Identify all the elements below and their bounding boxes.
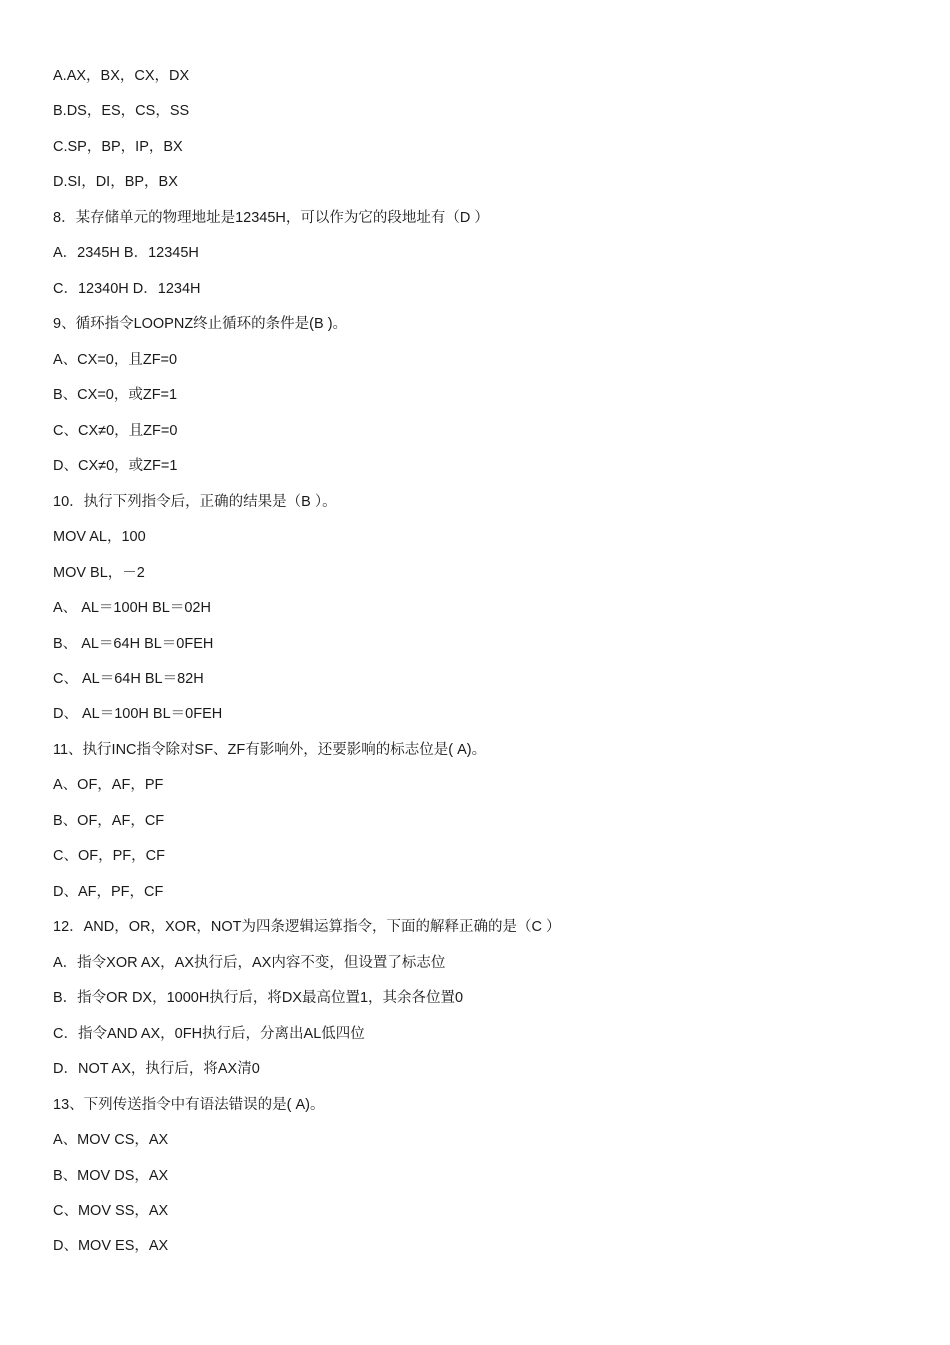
- option-line: A、OF，AF，PF: [53, 777, 164, 793]
- option-line: C、CX≠0，且ZF=0: [53, 423, 178, 439]
- option-line: A.AX，BX，CX，DX: [53, 68, 190, 84]
- option-line: C.SP，BP，IP，BX: [53, 139, 183, 155]
- option-line: B、 AL＝64H BL＝0FEH: [53, 636, 214, 652]
- option-line: A．2345H B．12345H: [53, 245, 199, 261]
- option-line: B．指令OR DX，1000H执行后，将DX最高位置1，其余各位置0: [53, 990, 464, 1006]
- option-line: B、CX=0，或ZF=1: [53, 387, 178, 403]
- option-line: D.SI，DI，BP，BX: [53, 174, 178, 190]
- option-line: B、MOV DS，AX: [53, 1168, 169, 1184]
- option-line: C、OF，PF，CF: [53, 848, 165, 864]
- option-line: B、OF，AF，CF: [53, 813, 165, 829]
- question-13: 13、下列传送指令中有语法错误的是( A)。: [53, 1097, 325, 1113]
- code-line: MOV BL，－2: [53, 565, 145, 581]
- option-line: D、AF，PF，CF: [53, 884, 164, 900]
- option-line: A、 AL＝100H BL＝02H: [53, 600, 211, 616]
- option-line: A．指令XOR AX，AX执行后，AX内容不变，但设置了标志位: [53, 955, 446, 971]
- option-line: C、MOV SS，AX: [53, 1203, 169, 1219]
- option-line: D、CX≠0，或ZF=1: [53, 458, 178, 474]
- question-10: 10．执行下列指令后，正确的结果是（B ）。: [53, 494, 337, 510]
- option-line: A、CX=0，且ZF=0: [53, 352, 178, 368]
- option-line: D．NOT AX，执行后，将AX清0: [53, 1061, 260, 1077]
- question-8: 8．某存储单元的物理地址是12345H，可以作为它的段地址有（D ）: [53, 210, 489, 226]
- option-line: D、 AL＝100H BL＝0FEH: [53, 706, 223, 722]
- option-line: C、 AL＝64H BL＝82H: [53, 671, 204, 687]
- option-line: D、MOV ES，AX: [53, 1238, 169, 1254]
- option-line: C．12340H D．1234H: [53, 281, 201, 297]
- option-line: C．指令AND AX，0FH执行后，分离出AL低四位: [53, 1026, 365, 1042]
- question-11: 11、执行INC指令除对SF、ZF有影响外，还要影响的标志位是( A)。: [53, 742, 487, 758]
- question-9: 9、循环指令LOOPNZ终止循环的条件是(B )。: [53, 316, 348, 332]
- option-line: B.DS，ES，CS，SS: [53, 103, 190, 119]
- option-line: A、MOV CS，AX: [53, 1132, 169, 1148]
- question-12: 12．AND，OR，XOR，NOT为四条逻辑运算指令，下面的解释正确的是（C ）: [53, 919, 561, 935]
- code-line: MOV AL，100: [53, 529, 146, 545]
